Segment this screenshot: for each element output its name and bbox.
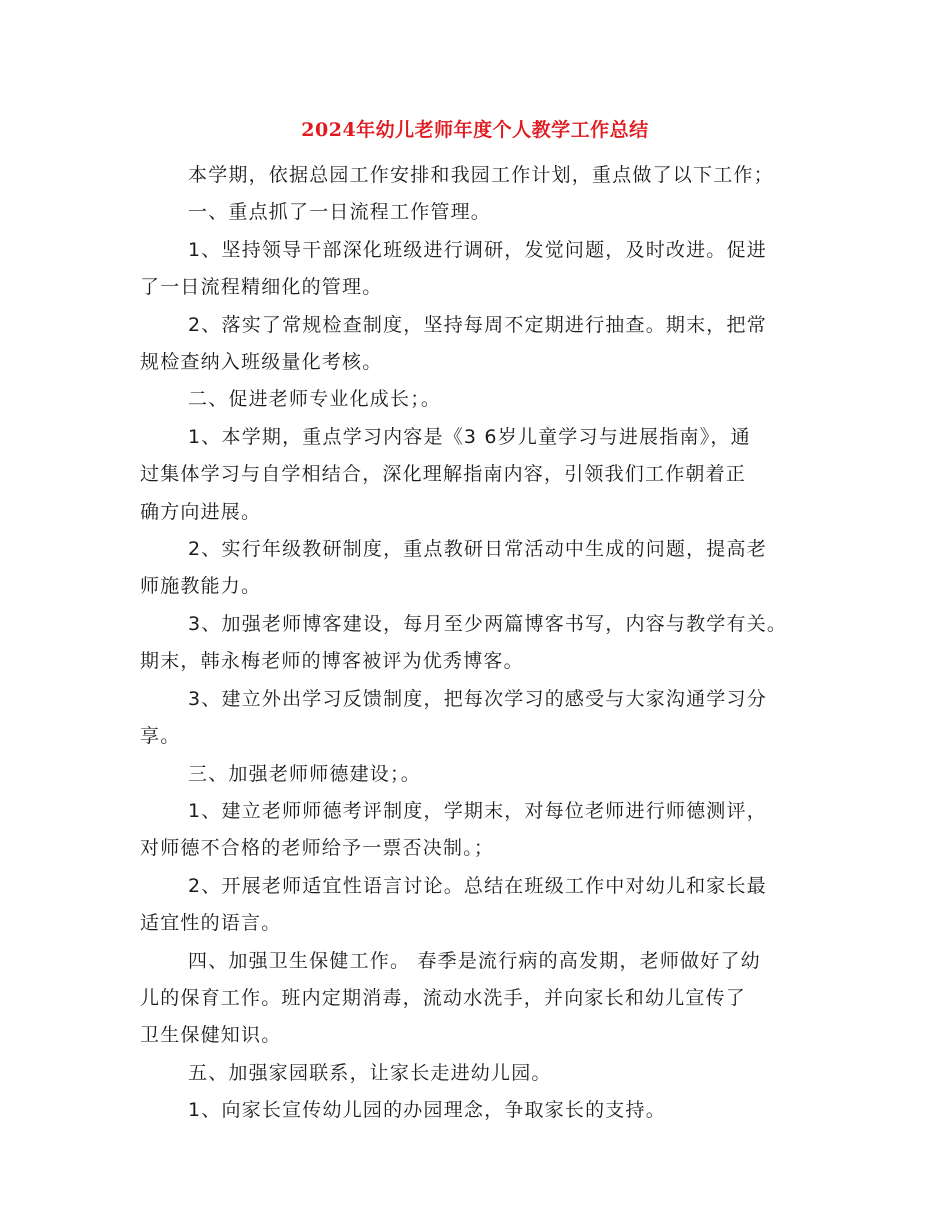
document-line: 四、加强卫生保健工作。 春季是流行病的高发期，老师做好了幼 [188,949,761,972]
document-line: 3、建立外出学习反馈制度，把每次学习的感受与大家沟通学习分 [188,687,767,710]
document-line: 期末，韩永梅老师的博客被评为优秀博客。 [140,650,524,673]
document-line: 1、建立老师师德考评制度，学期末，对每位老师进行师德测评， [188,799,767,822]
document-line: 儿的保育工作。班内定期消毒，流动水洗手，并向家长和幼儿宣传了 [140,986,747,1009]
document-line: 2、实行年级教研制度，重点教研日常活动中生成的问题，提高老 [188,538,767,561]
document-line: 二、促进老师专业化成长；。 [188,388,442,411]
document-line: 本学期，依据总园工作安排和我园工作计划，重点做了以下工作； [188,164,774,186]
document-line: 确方向进展。 [140,500,262,523]
document-line: 过集体学习与自学相结合，深化理解指南内容，引领我们工作朝着正 [140,463,747,486]
document-line: 1、向家长宣传幼儿园的办园理念，争取家长的支持。 [188,1099,666,1122]
document-line: 3、加强老师博客建设，每月至少两篇博客书写，内容与教学有关。 [188,612,788,635]
document-line: 卫生保健知识。 [140,1024,282,1047]
document-line: 三、加强老师师德建设；。 [188,762,421,785]
document-line: 一、重点抓了一日流程工作管理。 [188,201,492,224]
document-line: 了一日流程精细化的管理。 [140,276,383,299]
document-title: 2024年幼儿老师年度个人教学工作总结 [301,119,649,141]
document-line: 规检查纳入班级量化考核。 [140,351,383,374]
document-line: 享。 [140,725,181,748]
document-line: 2、开展老师适宜性语言讨论。总结在班级工作中对幼儿和家长最 [188,874,767,897]
document-line: 2、落实了常规检查制度，坚持每周不定期进行抽查。期末，把常 [188,313,767,336]
document-line: 师施教能力。 [140,575,262,598]
document-line: 适宜性的语言。 [140,912,282,935]
document-line: 五、加强家园联系，让家长走进幼儿园。 [188,1061,552,1084]
document-line: 1、坚持领导干部深化班级进行调研，发觉问题，及时改进。促进 [188,238,767,261]
document-line: 1、本学期，重点学习内容是《3 6岁儿童学习与进展指南》，通 [188,425,751,448]
document-line: 对师德不合格的老师给予一票否决制。； [140,837,495,860]
document-body [140,157,830,1130]
